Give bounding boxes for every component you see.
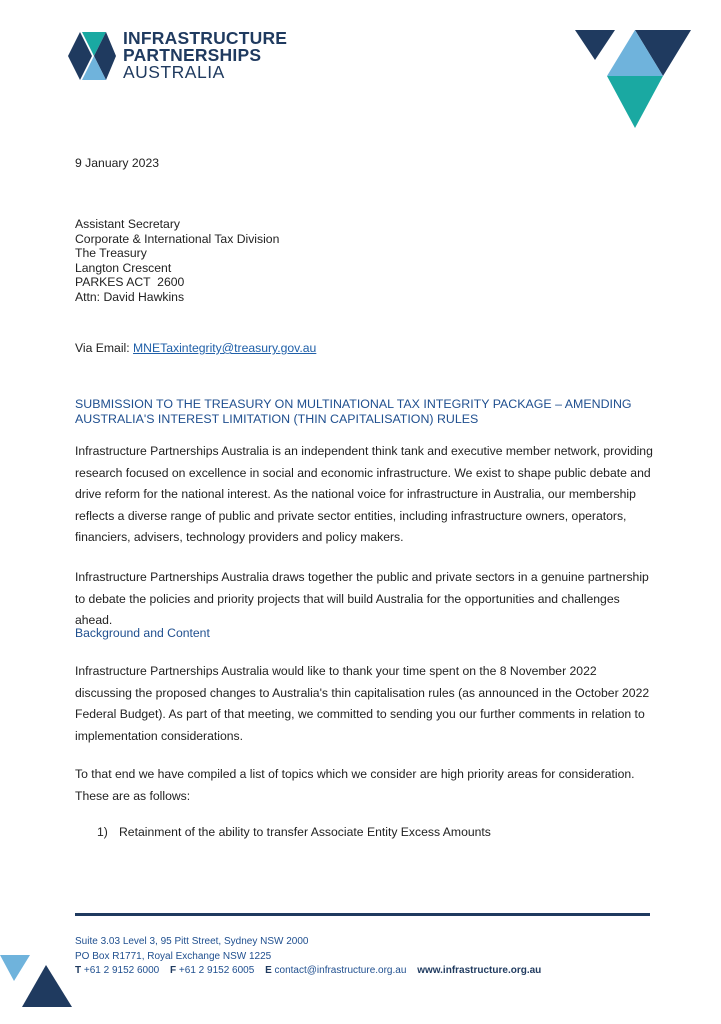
- email-contact-value[interactable]: contact@infrastructure.org.au: [274, 965, 407, 976]
- address-line: PARKES ACT 2600: [75, 275, 185, 290]
- email-line: [75, 341, 316, 356]
- list-item: [97, 825, 491, 839]
- corner-triangles-icon: [575, 28, 695, 130]
- footer-address-line: Suite 3.03 Level 3, 95 Pitt Street, Sydney NSW 2000: [75, 936, 309, 947]
- footer-contact: [75, 935, 541, 979]
- footer-contact-line: [75, 964, 541, 979]
- submission-heading: SUBMISSION TO THE TREASURY ON MULTINATIONAL TAX INTEGRITY PACKAGE – AMENDING AUSTRALIA'S INTEREST LIMITATION (THIN CAPITALISATION) RULES: [75, 397, 632, 426]
- footer-divider: [75, 913, 650, 916]
- address-line: The Treasury: [75, 246, 147, 261]
- website-link[interactable]: www.infrastructure.org.au: [417, 965, 542, 976]
- address-line: Attn: David Hawkins: [75, 289, 185, 304]
- footer-postal-line: PO Box R1771, Royal Exchange NSW 1225: [75, 950, 272, 962]
- topics-paragraph: To that end we have compiled a list of topics which we consider are high priority areas for consideration. These are as follows:: [75, 767, 635, 803]
- email-contact-label: E: [265, 965, 272, 976]
- phone-value: +61 2 9152 6000: [83, 965, 160, 976]
- background-paragraph: Infrastructure Partnerships Australia would like to thank your time spent on the 8 November 2022 discussing the proposed changes to Australia's thin capitalisation rules (as announced in the October 2022 Federal Budget). As part of that meeting, we committed to sending you our further comments in relation to implementation considerations.: [75, 664, 650, 743]
- section-subheading: Background and Content: [75, 626, 210, 640]
- logo-line-1: INFRASTRUCTURE: [123, 28, 288, 48]
- partnership-paragraph: Infrastructure Partnerships Australia draws together the public and private sectors in a genuine partnership to debate the policies and priority projects that will build Australia for the opportunities and challenges ahead.: [75, 570, 649, 628]
- logo-line-2: PARTNERSHIPS: [123, 45, 262, 65]
- fax-value: +61 2 9152 6005: [178, 965, 255, 976]
- topics-list: [97, 825, 491, 839]
- logo-mark-icon: [68, 30, 118, 82]
- fax-label: F: [170, 965, 177, 976]
- logo-line-3: AUSTRALIA: [123, 62, 225, 82]
- phone-label: T: [75, 965, 82, 976]
- logo-wordmark: [123, 30, 287, 81]
- recipient-address: [75, 217, 279, 305]
- intro-paragraph: Infrastructure Partnerships Australia is an independent think tank and executive member network, providing research focused on excellence in social and economic infrastructure. We exist to shape public debate and drive reform for the national interest. As the national voice for infrastructure in Australia, our membership reflects a diverse range of public and private sector entities, including infrastructure owners, operators, financiers, advisers, technology providers and policy makers.: [75, 444, 653, 545]
- address-line: Corporate & International Tax Division: [75, 231, 280, 246]
- email-label: Via Email:: [75, 341, 134, 355]
- address-line: Assistant Secretary: [75, 217, 180, 231]
- address-line: Langton Crescent: [75, 260, 172, 275]
- email-link[interactable]: MNETaxintegrity@treasury.gov.au: [133, 341, 317, 355]
- letter-date: 9 January 2023: [75, 156, 160, 170]
- company-logo: [68, 30, 298, 82]
- list-item-text: Retainment of the ability to transfer Associate Entity Excess Amounts: [119, 825, 491, 839]
- list-item-number: 1): [97, 825, 108, 839]
- footer-triangles-icon: [0, 955, 80, 1015]
